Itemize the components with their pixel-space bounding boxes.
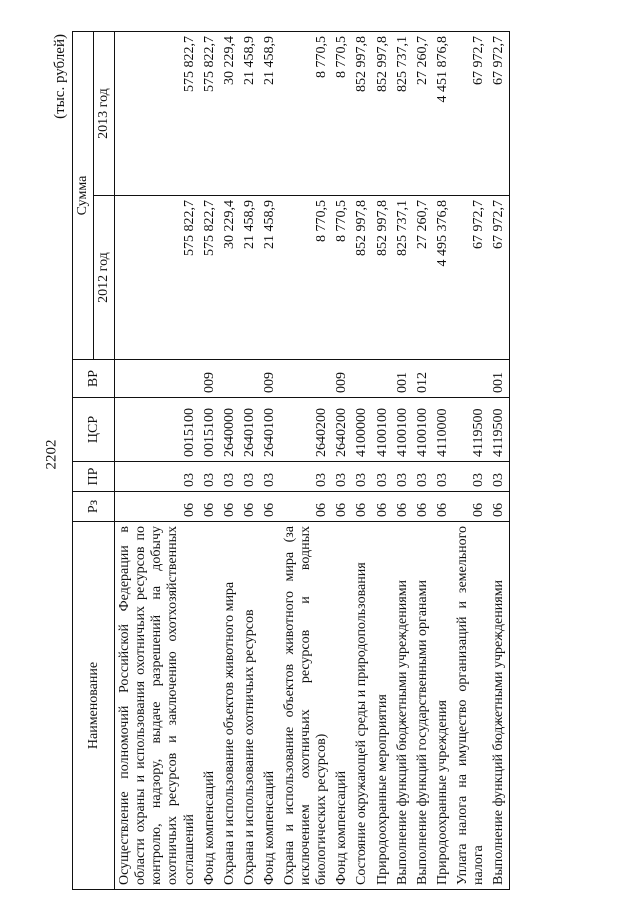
cell-vr	[220, 360, 240, 398]
table-row	[393, 32, 413, 890]
table-row	[240, 32, 260, 890]
cell-csr: 4119500	[489, 398, 510, 462]
cell-y2012: 27 260,7	[413, 196, 433, 360]
header-name: Наименование	[73, 522, 115, 890]
unit-label: (тыс. рублей)	[52, 34, 68, 119]
cell-name: Фонд компенсаций	[200, 522, 220, 890]
cell-vr	[373, 360, 393, 398]
cell-rz: 06	[115, 492, 200, 522]
cell-y2013: 575 822,7	[115, 32, 200, 196]
cell-name: Состояние окружающей среды и природопользования	[352, 522, 372, 890]
page-number: 2202	[43, 439, 60, 470]
cell-pr: 03	[332, 462, 352, 492]
cell-pr: 03	[373, 462, 393, 492]
cell-name: Охрана и использование объектов животного мира	[220, 522, 240, 890]
cell-rz: 06	[453, 492, 489, 522]
rotated-page-content	[52, 30, 612, 890]
cell-y2013: 21 458,9	[240, 32, 260, 196]
cell-pr: 03	[352, 462, 372, 492]
table-row	[332, 32, 352, 890]
cell-csr: 2640200	[332, 398, 352, 462]
cell-name: Выполнение функций государственными органами	[413, 522, 433, 890]
cell-name: Природоохранные мероприятия	[373, 522, 393, 890]
cell-rz: 06	[260, 492, 280, 522]
cell-rz: 06	[280, 492, 332, 522]
table-row	[115, 32, 200, 890]
cell-y2013: 8 770,5	[280, 32, 332, 196]
cell-pr: 03	[200, 462, 220, 492]
table-row	[260, 32, 280, 890]
cell-y2013: 67 972,7	[489, 32, 510, 196]
cell-rz: 06	[220, 492, 240, 522]
header-2013: 2013 год	[94, 32, 115, 196]
cell-y2013: 30 229,4	[220, 32, 240, 196]
budget-table	[72, 31, 510, 890]
cell-y2012: 4 495 376,8	[433, 196, 453, 360]
cell-csr: 0015100	[115, 398, 200, 462]
cell-vr: 009	[260, 360, 280, 398]
cell-csr: 4100100	[393, 398, 413, 462]
cell-csr: 2640100	[240, 398, 260, 462]
cell-name: Уплата налога на имущество организаций и земельного налога	[453, 522, 489, 890]
cell-y2012: 21 458,9	[260, 196, 280, 360]
cell-pr: 03	[489, 462, 510, 492]
cell-pr: 03	[240, 462, 260, 492]
cell-rz: 06	[373, 492, 393, 522]
header-pr: ПР	[73, 462, 115, 492]
cell-vr: 001	[489, 360, 510, 398]
cell-pr: 03	[220, 462, 240, 492]
cell-name: Выполнение функций бюджетными учреждениями	[489, 522, 510, 890]
cell-csr: 4100100	[413, 398, 433, 462]
cell-csr: 4110000	[433, 398, 453, 462]
cell-csr: 2640200	[280, 398, 332, 462]
cell-y2012: 575 822,7	[115, 196, 200, 360]
cell-rz: 06	[332, 492, 352, 522]
cell-y2012: 67 972,7	[489, 196, 510, 360]
cell-rz: 06	[352, 492, 372, 522]
cell-y2012: 575 822,7	[200, 196, 220, 360]
table-row	[220, 32, 240, 890]
cell-y2012: 21 458,9	[240, 196, 260, 360]
cell-pr: 03	[453, 462, 489, 492]
cell-vr: 009	[200, 360, 220, 398]
header-row	[73, 32, 94, 890]
header-vr: ВР	[73, 360, 115, 398]
cell-pr: 03	[115, 462, 200, 492]
cell-name: Охрана и использование объектов животного мира (за исключением охотничьих ресурсов и водных биологических ресурсов)	[280, 522, 332, 890]
cell-name: Осуществление полномочий Российской Федерации в области охраны и использования охотничьих ресурсов по контролю, надзору, выдаче разрешений на добычу охотничьих ресурсов и заключению охотхозяйственных соглашений	[115, 522, 200, 890]
cell-pr: 03	[280, 462, 332, 492]
header-sum: Сумма	[73, 32, 94, 360]
cell-vr: 009	[332, 360, 352, 398]
cell-rz: 06	[240, 492, 260, 522]
cell-y2012: 67 972,7	[453, 196, 489, 360]
table-row	[489, 32, 510, 890]
table-row	[373, 32, 393, 890]
cell-y2013: 575 822,7	[200, 32, 220, 196]
cell-y2012: 825 737,1	[393, 196, 413, 360]
cell-vr	[240, 360, 260, 398]
cell-rz: 06	[393, 492, 413, 522]
cell-vr	[352, 360, 372, 398]
cell-y2013: 4 451 876,8	[433, 32, 453, 196]
header-rz: Рз	[73, 492, 115, 522]
cell-pr: 03	[393, 462, 413, 492]
table-row	[352, 32, 372, 890]
cell-y2013: 21 458,9	[260, 32, 280, 196]
cell-rz: 06	[433, 492, 453, 522]
cell-csr: 0015100	[200, 398, 220, 462]
cell-rz: 06	[413, 492, 433, 522]
table-row	[453, 32, 489, 890]
cell-csr: 4100000	[352, 398, 372, 462]
cell-rz: 06	[489, 492, 510, 522]
cell-vr	[453, 360, 489, 398]
cell-y2013: 852 997,8	[352, 32, 372, 196]
cell-y2012: 852 997,8	[352, 196, 372, 360]
cell-pr: 03	[413, 462, 433, 492]
cell-csr: 2640100	[260, 398, 280, 462]
cell-y2012: 852 997,8	[373, 196, 393, 360]
cell-name: Выполнение функций бюджетными учреждениями	[393, 522, 413, 890]
cell-y2012: 30 229,4	[220, 196, 240, 360]
cell-vr: 012	[413, 360, 433, 398]
cell-y2013: 27 260,7	[413, 32, 433, 196]
cell-csr: 4119500	[453, 398, 489, 462]
table-row	[280, 32, 332, 890]
table-row	[433, 32, 453, 890]
cell-name: Природоохранные учреждения	[433, 522, 453, 890]
header-2012: 2012 год	[94, 196, 115, 360]
table-row	[413, 32, 433, 890]
cell-y2013: 852 997,8	[373, 32, 393, 196]
table-row	[200, 32, 220, 890]
cell-y2013: 825 737,1	[393, 32, 413, 196]
cell-vr	[433, 360, 453, 398]
cell-y2013: 67 972,7	[453, 32, 489, 196]
cell-name: Фонд компенсаций	[260, 522, 280, 890]
cell-name: Охрана и использование охотничьих ресурсов	[240, 522, 260, 890]
cell-y2012: 8 770,5	[280, 196, 332, 360]
cell-y2012: 8 770,5	[332, 196, 352, 360]
cell-vr: 001	[393, 360, 413, 398]
cell-csr: 4100100	[373, 398, 393, 462]
cell-pr: 03	[433, 462, 453, 492]
cell-y2013: 8 770,5	[332, 32, 352, 196]
cell-rz: 06	[200, 492, 220, 522]
cell-vr	[115, 360, 200, 398]
cell-csr: 2640000	[220, 398, 240, 462]
cell-pr: 03	[260, 462, 280, 492]
header-csr: ЦСР	[73, 398, 115, 462]
cell-name: Фонд компенсаций	[332, 522, 352, 890]
cell-vr	[280, 360, 332, 398]
